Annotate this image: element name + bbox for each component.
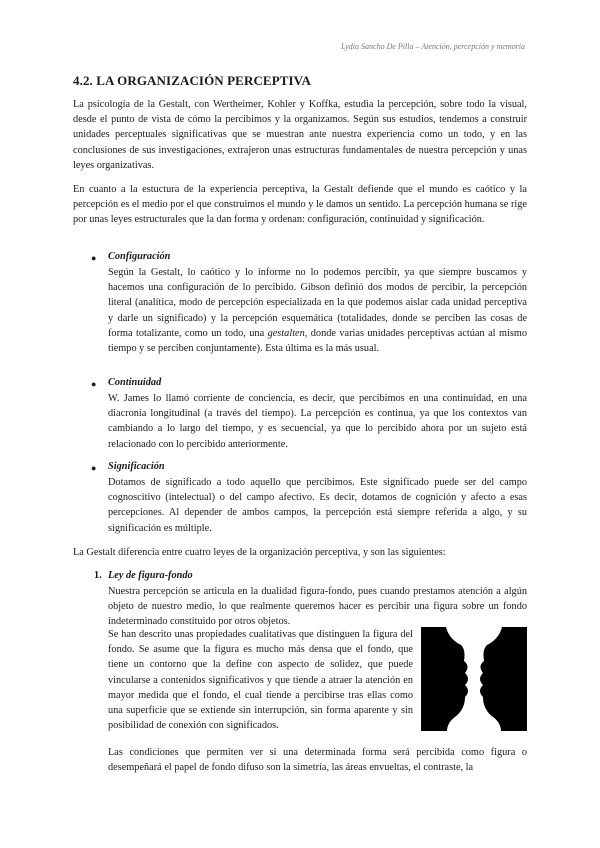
bullet-text-configuracion: Según la Gestalt, lo caótico y lo informe no lo podemos percibir, ya que siempre buscamos y hacemos una configuración de lo percibido. Gibson definió dos modos de percibir, la percepción literal (analítica, modo de percepción especializada en la que podemos aislar cada unidad perceptiva y darle un significado) y la percepción esquemática (totalidades, donde se perciben las cosas de forma totalizante, como un todo, una gestalten, donde varias unidades perceptivas actúan al mismo tiempo y se perciben conjuntamente). Esta última es la más usual. xyxy=(108,267,527,355)
closing-sentence: La Gestalt diferencia entre cuatro leyes de la organización perceptiva, y son las siguientes: xyxy=(73,547,446,558)
law-number: 1. xyxy=(94,570,102,581)
bullet-marker: ● xyxy=(91,379,97,389)
gestalten-term: gestalten, xyxy=(267,327,308,339)
running-header: Lydia Sancho De Pilla – Atención, percepción y memoria xyxy=(341,42,525,51)
bullet-text-continuidad: W. James lo llamó corriente de conciencia, es decir, que percibimos en una continuidad, en una diacronía longitudinal (a través del tiempo). La percepción es continua, ya que los contextos van cambiando a lo largo del tiempo, y es secuencial, ya que lo percibido ahora por un sujeto está relacionado con lo percibido anteriormente. xyxy=(108,393,527,450)
intro-paragraph: La psicología de la Gestalt, con Wertheimer, Kohler y Koffka, estudia la percepción, sobre todo la visual, desde el punto de vista de cómo la percibimos y la organizamos. Según sus estudios, tendemos a construir unidades perceptuales significativas que se muestran ante nuestra experiencia como un todo, y en las conclusiones de sus investigaciones, extrajeron unas estructuras fundamentales de nuestra percepción y unas leyes organizativas. xyxy=(73,99,527,171)
section-title: 4.2. LA ORGANIZACIÓN PERCEPTIVA xyxy=(73,73,311,88)
bullet-title-configuracion: Configuración xyxy=(108,251,171,262)
law-paragraph: Las condiciones que permiten ver si una determinada forma será percibida como figura o desempeñará el papel de fondo difuso son la simetría, las áreas envueltas, el contraste, la xyxy=(108,747,527,774)
bullet-marker: ● xyxy=(91,253,97,263)
law-title: Ley de figura-fondo xyxy=(108,570,193,581)
law-paragraph: Nuestra percepción se articula en la dualidad figura-fondo, pues cuando prestamos atención a algún objeto de nuestro medio, lo que realmente queremos hacer es percibir una figura sobre un fondo indeterminado constituido por otros objetos. xyxy=(108,586,527,628)
bullet-marker: ● xyxy=(91,463,97,473)
rubin-vase-illustration xyxy=(421,627,527,731)
bullet-title-significacion: Significación xyxy=(108,461,165,472)
law-paragraph: Se han descrito unas propiedades cualitativas que distinguen la figura del fondo. Se asume que la figura es mucho más densa que el fondo, que tiene un contorno que la define con aspecto de solidez, que puede vincularse a contenidos significativos y que tiende a atraer la atención en mayor medida que el fondo, el cual tiende a percibirse tras ellas como una superficie que se extiende sin interrupción, sin forma aparente y sin posibilidad de conexión con significados. xyxy=(108,629,413,732)
bullet-title-continuidad: Continuidad xyxy=(108,377,162,388)
intro-paragraph: En cuanto a la estuctura de la experiencia perceptiva, la Gestalt defiende que el mundo es caótico y la percepción es el medio por el que construimos el mundo y le damos un sentido. La percepción humana se rige por unas leyes estructurales que la dan forma y ordenan: configuración, continuidad y significación. xyxy=(73,184,527,226)
bullet-text-significacion: Dotamos de significado a todo aquello que percibimos. Este significado puede ser del campo cognoscitivo (intelectual) o del campo afectivo. Es decir, dotamos de cognición y afecto a esas percepciones. Al depender de ambos campos, la percepción está siempre referida a algo, y su significación es múltiple. xyxy=(108,477,527,534)
